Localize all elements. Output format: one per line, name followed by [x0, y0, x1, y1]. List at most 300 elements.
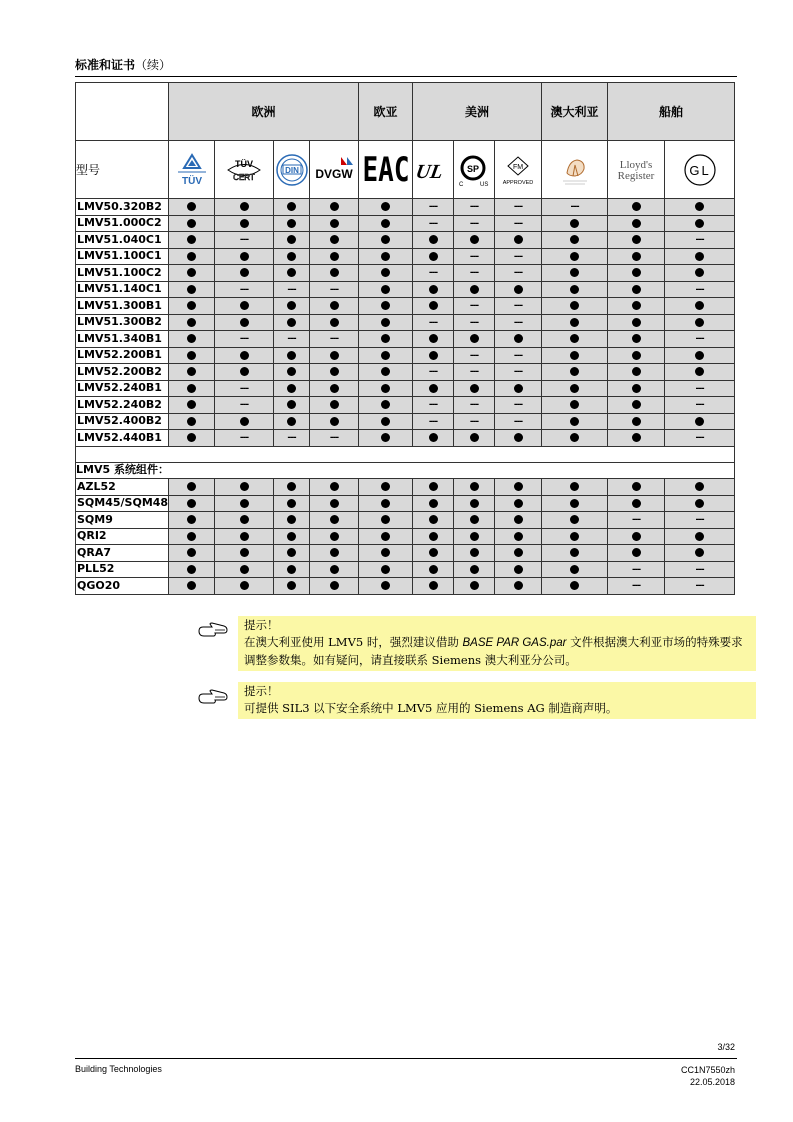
cert-cell [274, 248, 310, 265]
not-certified-dash: --- [695, 564, 704, 575]
cert-cell [310, 298, 359, 315]
cert-cell [310, 397, 359, 414]
cert-cell [413, 578, 454, 595]
certified-dot-icon [570, 301, 579, 310]
cert-cell [413, 364, 454, 381]
cert-cell [542, 397, 608, 414]
not-certified-dash: --- [469, 367, 479, 378]
certified-dot-icon [240, 417, 249, 426]
cert-cell [359, 364, 413, 381]
tuv-cert-logo-text: TÜV [235, 158, 253, 169]
lloyds-logo-icon [614, 151, 658, 189]
certified-dot-icon [287, 235, 296, 244]
cert-cell [359, 545, 413, 562]
cert-cell [169, 528, 215, 545]
certified-dot-icon [381, 482, 390, 491]
certified-dot-icon [187, 384, 196, 393]
cert-cell [169, 298, 215, 315]
cert-cell [310, 479, 359, 496]
certified-dot-icon [470, 482, 479, 491]
cert-cell [359, 199, 413, 216]
certified-dot-icon [330, 252, 339, 261]
certified-dot-icon [632, 285, 641, 294]
cert-cell [454, 364, 495, 381]
cert-cell [274, 495, 310, 512]
certified-dot-icon [429, 515, 438, 524]
cert-cell [608, 298, 665, 315]
certified-dot-icon [695, 301, 704, 310]
cert-cell [310, 232, 359, 249]
certified-dot-icon [330, 400, 339, 409]
cert-cell [495, 413, 542, 430]
model-rows [76, 199, 735, 447]
cert-cell [413, 397, 454, 414]
certified-dot-icon [187, 219, 196, 228]
cert-cell [274, 512, 310, 529]
cert-cell [413, 528, 454, 545]
note2-title: 提示！ [244, 684, 279, 698]
region-eurasia: 欧亚 [359, 83, 413, 141]
certified-dot-icon [695, 482, 704, 491]
not-certified-dash: --- [695, 581, 704, 592]
svg-text:SP: SP [467, 163, 480, 174]
cert-cell [542, 215, 608, 232]
cert-cell [665, 545, 735, 562]
section-title: LMV5 系统组件： [76, 462, 735, 479]
model-name: LMV52.240B2 [76, 397, 169, 414]
certified-dot-icon [570, 351, 579, 360]
note-australia [238, 616, 756, 671]
cert-cell [310, 578, 359, 595]
cert-cell [215, 430, 274, 447]
certified-dot-icon [287, 219, 296, 228]
certified-dot-icon [514, 334, 523, 343]
cert-cell [413, 347, 454, 364]
cert-cell [413, 413, 454, 430]
cert-cell [454, 512, 495, 529]
certified-dot-icon [514, 548, 523, 557]
model-name: QRI2 [76, 528, 169, 545]
certified-dot-icon [287, 384, 296, 393]
not-certified-dash: --- [513, 416, 523, 427]
cert-cell [215, 380, 274, 397]
cert-cell [542, 528, 608, 545]
table-row [76, 578, 735, 595]
certified-dot-icon [330, 384, 339, 393]
cert-cell [413, 430, 454, 447]
cert-cell [169, 199, 215, 216]
cert-cell [454, 347, 495, 364]
cert-cell [454, 199, 495, 216]
logo-row [76, 141, 735, 199]
cert-cell [169, 265, 215, 282]
region-header-row [76, 83, 735, 141]
cert-cell [215, 314, 274, 331]
certified-dot-icon [187, 515, 196, 524]
cert-cell [169, 561, 215, 578]
cert-cell [542, 331, 608, 348]
not-certified-dash: --- [287, 433, 296, 444]
certified-dot-icon [381, 384, 390, 393]
certified-dot-icon [570, 548, 579, 557]
certified-dot-icon [381, 334, 390, 343]
cert-cell [608, 528, 665, 545]
tuv-logo-icon [172, 151, 212, 189]
cert-cell [665, 561, 735, 578]
cert-cell [454, 281, 495, 298]
model-name: LMV51.100C2 [76, 265, 169, 282]
cert-cell [413, 512, 454, 529]
cert-cell [310, 561, 359, 578]
cert-cell [215, 512, 274, 529]
cert-cell [454, 248, 495, 265]
model-name: PLL52 [76, 561, 169, 578]
not-certified-dash: --- [428, 202, 438, 213]
certified-dot-icon [632, 367, 641, 376]
cert-cell [665, 479, 735, 496]
table-row [76, 199, 735, 216]
certified-dot-icon [514, 235, 523, 244]
certified-dot-icon [695, 499, 704, 508]
certified-dot-icon [330, 235, 339, 244]
cert-cell [665, 232, 735, 249]
certified-dot-icon [381, 548, 390, 557]
cert-cell [413, 314, 454, 331]
tuv-cert-logo-subtext: CERT [233, 172, 255, 182]
region-marine: 船舶 [608, 83, 735, 141]
cert-cell [665, 495, 735, 512]
cert-cell [495, 248, 542, 265]
cert-cell [274, 281, 310, 298]
not-certified-dash: --- [695, 235, 704, 246]
certified-dot-icon [429, 548, 438, 557]
table-row [76, 528, 735, 545]
certified-dot-icon [240, 367, 249, 376]
cert-cell [215, 479, 274, 496]
cert-cell [169, 281, 215, 298]
gl-logo-icon [680, 151, 720, 189]
not-certified-dash: --- [287, 284, 296, 295]
cert-cell [169, 495, 215, 512]
type-label: 型号 [76, 141, 169, 199]
csa-us-text: US [480, 181, 489, 188]
not-certified-dash: --- [513, 367, 523, 378]
certified-dot-icon [695, 351, 704, 360]
cert-cell [542, 248, 608, 265]
cert-cell [310, 545, 359, 562]
cert-cell [215, 528, 274, 545]
cert-cell [608, 495, 665, 512]
certified-dot-icon [187, 202, 196, 211]
cert-cell [413, 545, 454, 562]
cert-cell [215, 578, 274, 595]
cert-cell [169, 512, 215, 529]
page-heading: 标准和证书（续） [75, 58, 172, 72]
ul-logo-icon [415, 151, 451, 189]
cert-cell [665, 413, 735, 430]
cert-cell [169, 364, 215, 381]
eac-logo-cell [359, 141, 413, 199]
cert-cell [359, 495, 413, 512]
not-certified-dash: --- [239, 334, 249, 345]
certified-dot-icon [570, 318, 579, 327]
cert-cell [215, 215, 274, 232]
certified-dot-icon [470, 384, 479, 393]
model-name: LMV52.200B1 [76, 347, 169, 364]
note-sil3 [238, 682, 756, 719]
not-certified-dash: --- [513, 317, 523, 328]
table-row [76, 380, 735, 397]
model-name: LMV51.000C2 [76, 215, 169, 232]
certified-dot-icon [187, 268, 196, 277]
note1-text-pre: 在澳大利亚使用 LMV5 时，强烈建议借助 [244, 635, 463, 649]
certified-dot-icon [330, 565, 339, 574]
certified-dot-icon [570, 482, 579, 491]
certified-dot-icon [514, 482, 523, 491]
certified-dot-icon [330, 318, 339, 327]
cert-cell [495, 364, 542, 381]
region-europe: 欧洲 [169, 83, 359, 141]
eac-logo-text: EAC [362, 150, 409, 190]
certified-dot-icon [240, 548, 249, 557]
cert-cell [359, 479, 413, 496]
footer-doc-number: CC1N7550zh [680, 1065, 735, 1075]
lloyds-text-2: Register [617, 169, 655, 182]
footer-rule [75, 1058, 737, 1059]
certified-dot-icon [632, 334, 641, 343]
cert-cell [413, 199, 454, 216]
certified-dot-icon [429, 235, 438, 244]
not-certified-dash: --- [329, 433, 339, 444]
note2-text: 可提供 SIL3 以下安全系统中 LMV5 应用的 Siemens AG 制造商声明。 [244, 701, 618, 715]
certified-dot-icon [240, 515, 249, 524]
table-row [76, 397, 735, 414]
certified-dot-icon [570, 334, 579, 343]
cert-cell [413, 281, 454, 298]
cert-cell [454, 265, 495, 282]
cert-cell [215, 495, 274, 512]
table-row [76, 232, 735, 249]
cert-cell [608, 331, 665, 348]
cert-cell [608, 545, 665, 562]
cert-cell [274, 561, 310, 578]
cert-cell [215, 413, 274, 430]
certified-dot-icon [381, 400, 390, 409]
model-name: LMV51.300B2 [76, 314, 169, 331]
certified-dot-icon [187, 532, 196, 541]
model-name: LMV51.340B1 [76, 331, 169, 348]
certified-dot-icon [187, 252, 196, 261]
model-name: LMV52.400B2 [76, 413, 169, 430]
certified-dot-icon [514, 565, 523, 574]
cert-cell [274, 331, 310, 348]
cert-cell [495, 331, 542, 348]
cert-cell [665, 298, 735, 315]
certified-dot-icon [514, 532, 523, 541]
cert-cell [215, 397, 274, 414]
cert-cell [495, 479, 542, 496]
certified-dot-icon [429, 581, 438, 590]
certified-dot-icon [330, 351, 339, 360]
footer-date: 22.05.2018 [689, 1077, 735, 1087]
cert-cell [310, 265, 359, 282]
cert-cell [542, 561, 608, 578]
certified-dot-icon [470, 565, 479, 574]
certified-dot-icon [187, 417, 196, 426]
not-certified-dash: --- [469, 202, 479, 213]
cert-cell [359, 248, 413, 265]
cert-cell [413, 479, 454, 496]
region-australia: 澳大利亚 [542, 83, 608, 141]
certified-dot-icon [187, 565, 196, 574]
cert-cell [608, 281, 665, 298]
model-name: LMV51.300B1 [76, 298, 169, 315]
certified-dot-icon [330, 301, 339, 310]
not-certified-dash: --- [469, 416, 479, 427]
certified-dot-icon [429, 532, 438, 541]
certified-dot-icon [695, 268, 704, 277]
not-certified-dash: --- [469, 268, 479, 279]
cert-cell [495, 265, 542, 282]
certified-dot-icon [570, 515, 579, 524]
cert-cell [454, 413, 495, 430]
certified-dot-icon [570, 285, 579, 294]
cert-cell [608, 265, 665, 282]
certified-dot-icon [429, 301, 438, 310]
cert-cell [608, 232, 665, 249]
lloyds-logo-cell [608, 141, 665, 199]
table-row [76, 314, 735, 331]
certified-dot-icon [429, 252, 438, 261]
certified-dot-icon [287, 301, 296, 310]
certified-dot-icon [514, 581, 523, 590]
cert-cell [413, 561, 454, 578]
certified-dot-icon [240, 219, 249, 228]
certified-dot-icon [570, 581, 579, 590]
model-name: LMV52.440B1 [76, 430, 169, 447]
tuv-logo-text: TÜV [181, 175, 202, 187]
certified-dot-icon [470, 285, 479, 294]
cert-cell [310, 281, 359, 298]
cert-cell [542, 495, 608, 512]
certified-dot-icon [695, 252, 704, 261]
model-name: LMV51.140C1 [76, 281, 169, 298]
note1-text-post: 文件根据澳大利亚市场的特殊要求调整参数集。如有疑问，请直接联系 Siemens 澳大利亚分公司。 [244, 635, 743, 667]
certified-dot-icon [632, 268, 641, 277]
certified-dot-icon [187, 334, 196, 343]
cert-cell [608, 512, 665, 529]
certified-dot-icon [632, 219, 641, 228]
certified-dot-icon [381, 235, 390, 244]
not-certified-dash: --- [428, 317, 438, 328]
not-certified-dash: --- [570, 202, 579, 213]
cert-cell [274, 479, 310, 496]
cert-cell [495, 298, 542, 315]
certified-dot-icon [381, 433, 390, 442]
cert-cell [495, 430, 542, 447]
certified-dot-icon [381, 581, 390, 590]
note1-file-name: BASE PAR GAS.par [462, 637, 567, 649]
cert-cell [495, 545, 542, 562]
cert-cell [274, 347, 310, 364]
certified-dot-icon [240, 202, 249, 211]
certified-dot-icon [240, 565, 249, 574]
certified-dot-icon [287, 252, 296, 261]
cert-cell [274, 364, 310, 381]
cert-cell [413, 495, 454, 512]
not-certified-dash: --- [513, 400, 523, 411]
not-certified-dash: --- [469, 301, 479, 312]
cert-cell [454, 528, 495, 545]
cert-cell [215, 248, 274, 265]
not-certified-dash: --- [239, 284, 249, 295]
table-row [76, 215, 735, 232]
cert-cell [608, 413, 665, 430]
certified-dot-icon [470, 235, 479, 244]
certified-dot-icon [632, 252, 641, 261]
not-certified-dash: --- [428, 218, 438, 229]
not-certified-dash: --- [469, 400, 479, 411]
tuv-logo-cell [169, 141, 215, 199]
cert-cell [169, 314, 215, 331]
certified-dot-icon [287, 268, 296, 277]
not-certified-dash: --- [631, 581, 641, 592]
cert-cell [413, 331, 454, 348]
table-row [76, 512, 735, 529]
certified-dot-icon [381, 565, 390, 574]
cert-cell [608, 347, 665, 364]
aga-logo-icon [555, 151, 595, 189]
certified-dot-icon [429, 351, 438, 360]
certified-dot-icon [570, 417, 579, 426]
cert-cell [495, 495, 542, 512]
certified-dot-icon [695, 202, 704, 211]
certified-dot-icon [470, 433, 479, 442]
certified-dot-icon [470, 581, 479, 590]
eac-logo-icon [362, 150, 409, 190]
certified-dot-icon [381, 351, 390, 360]
model-name: AZL52 [76, 479, 169, 496]
certified-dot-icon [570, 235, 579, 244]
footer-doc-info [681, 1064, 735, 1088]
model-name: LMV51.040C1 [76, 232, 169, 249]
certified-dot-icon [570, 565, 579, 574]
model-name: SQM9 [76, 512, 169, 529]
ul-logo-text: UL [414, 160, 445, 183]
certified-dot-icon [429, 334, 438, 343]
cert-cell [169, 479, 215, 496]
certified-dot-icon [287, 548, 296, 557]
cert-cell [169, 578, 215, 595]
certified-dot-icon [187, 235, 196, 244]
tuv-cert-logo-icon [224, 151, 264, 189]
certified-dot-icon [187, 351, 196, 360]
cert-cell [495, 314, 542, 331]
certified-dot-icon [429, 433, 438, 442]
cert-cell [495, 561, 542, 578]
cert-cell [454, 380, 495, 397]
cert-cell [169, 380, 215, 397]
dvgw-logo-text: DVGW [315, 166, 353, 181]
cert-cell [495, 347, 542, 364]
cert-cell [542, 281, 608, 298]
cert-cell [215, 331, 274, 348]
cert-cell [274, 545, 310, 562]
certified-dot-icon [570, 532, 579, 541]
certified-dot-icon [330, 515, 339, 524]
cert-cell [608, 380, 665, 397]
cert-cell [665, 281, 735, 298]
